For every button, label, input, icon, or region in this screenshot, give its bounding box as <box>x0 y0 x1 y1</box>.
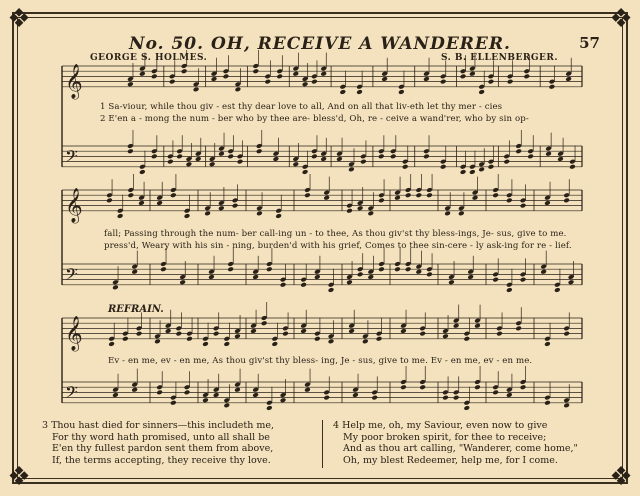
note-head <box>122 336 129 342</box>
note-head <box>300 328 307 334</box>
note-head <box>186 336 193 342</box>
note-head <box>112 285 119 291</box>
note-head <box>458 211 465 217</box>
hymn-title: No. 50. OH, RECEIVE A WANDERER. <box>129 34 511 54</box>
note-head <box>415 192 422 198</box>
note-head <box>209 161 216 167</box>
note-head <box>179 279 186 285</box>
composer-credit: S. B. ELLENBERGER. <box>440 53 558 63</box>
bass-clef-icon: 𝄢 <box>65 263 78 288</box>
note-head <box>112 392 119 398</box>
note-head <box>320 71 327 77</box>
note-head <box>527 154 534 160</box>
note-head <box>261 320 268 326</box>
note-head <box>492 192 499 198</box>
note-head <box>108 341 115 347</box>
note-head <box>520 277 527 283</box>
note-head <box>390 154 397 160</box>
note-head <box>402 164 409 170</box>
note-head <box>165 328 172 334</box>
note-head <box>320 156 327 162</box>
note-head <box>426 192 433 198</box>
note-head <box>339 89 346 95</box>
note-head <box>540 269 547 275</box>
bass-clef-icon: 𝄢 <box>65 145 78 170</box>
note-head <box>453 395 460 401</box>
note-head <box>378 198 385 204</box>
note-head <box>400 384 407 390</box>
note-head <box>323 395 330 401</box>
note-head <box>506 198 513 204</box>
note-head <box>381 76 388 82</box>
note-head <box>276 74 283 80</box>
note-head <box>507 79 514 85</box>
lyric-line: press'd, Weary with his sin - ning, burden'd with his grief, Comes to thee sin-cere - ly ask-ing for re - lief. <box>104 241 572 251</box>
note-head <box>271 341 278 347</box>
note-head <box>367 274 374 280</box>
note-head <box>472 195 479 201</box>
lyric-line: 2 E'en a - mong the num - ber who by thee are- bless'd, Oh, re - ceive a wand'rer, who by sin op- <box>100 114 529 124</box>
note-head <box>151 154 158 160</box>
note-head <box>448 279 455 285</box>
lyric-line: 1 Sa-viour, while thou giv - est thy dear love to all, And on all that liv-eth let thy mer - cies <box>100 102 503 112</box>
note-head <box>544 200 551 206</box>
note-head <box>376 336 383 342</box>
note-head <box>202 397 209 403</box>
note-head <box>346 279 353 285</box>
note-head <box>223 341 230 347</box>
note-head <box>563 198 570 204</box>
note-head <box>156 390 163 396</box>
note-head <box>208 274 215 280</box>
note-head <box>235 87 242 93</box>
note-head <box>275 213 282 219</box>
note-head <box>549 84 556 90</box>
note-head <box>348 167 355 173</box>
note-head <box>352 392 359 398</box>
note-head <box>423 76 430 82</box>
note-head <box>273 156 280 162</box>
note-head <box>302 169 309 175</box>
note-head <box>398 89 405 95</box>
note-head <box>328 287 335 293</box>
note-head <box>213 331 220 337</box>
lyricist-credit: GEORGE S. HOLMES. <box>90 53 208 63</box>
note-head <box>280 397 287 403</box>
note-head <box>169 79 176 85</box>
note-head <box>415 269 422 275</box>
verse-line: My poor broken spirit, for thee to receive; <box>343 431 547 443</box>
note-head <box>515 326 522 332</box>
treble-clef-icon: 𝄞 <box>65 315 83 351</box>
note-head <box>569 164 576 170</box>
note-head <box>520 203 527 209</box>
note-head <box>423 154 430 160</box>
note-head <box>419 331 426 337</box>
note-head <box>419 384 426 390</box>
note-head <box>256 211 263 217</box>
note-head <box>139 169 146 175</box>
verse-line: E'en thy fullest pardon sent them from above, <box>52 443 274 454</box>
note-head <box>232 203 239 209</box>
note-head <box>523 74 530 80</box>
note-head <box>136 331 143 337</box>
note-head <box>444 211 451 217</box>
note-head <box>463 405 470 411</box>
note-head <box>442 395 449 401</box>
note-head <box>515 148 522 154</box>
note-head <box>156 200 163 206</box>
note-head <box>469 71 476 77</box>
corner-ornament-icon: ❖ <box>609 4 633 34</box>
note-head <box>440 79 447 85</box>
note-head <box>184 390 191 396</box>
bass-clef-icon: 𝄢 <box>65 381 78 406</box>
note-head <box>442 333 449 339</box>
corner-ornament-icon: ❖ <box>7 4 31 34</box>
note-head <box>256 148 263 154</box>
note-head <box>440 164 447 170</box>
note-head <box>488 79 495 85</box>
note-head <box>176 154 183 160</box>
note-head <box>304 192 311 198</box>
note-head <box>127 81 134 87</box>
verse-line: 3 Thou hast died for sinners—this includeth me, <box>42 420 275 431</box>
note-head <box>252 274 259 280</box>
note-head <box>478 167 485 173</box>
note-head <box>170 192 177 198</box>
note-head <box>311 154 318 160</box>
note-head <box>492 390 499 396</box>
note-head <box>127 192 134 198</box>
note-head <box>463 336 470 342</box>
note-head <box>400 328 407 334</box>
note-head <box>127 148 134 154</box>
note-head <box>460 74 467 80</box>
note-head <box>357 272 364 278</box>
note-head <box>202 341 209 347</box>
page-number: 57 <box>579 34 600 52</box>
note-head <box>227 154 234 160</box>
note-head <box>367 211 374 217</box>
note-head <box>544 341 551 347</box>
note-head <box>563 403 570 409</box>
lyric-line: Ev - en me, ev - en me, As thou giv'st thy bless- ing, Je - sus, give to me. Ev - en me, ev - en me. <box>108 356 533 366</box>
verse-line: Oh, my blest Redeemer, help me, for I come. <box>343 454 558 466</box>
note-head <box>186 161 193 167</box>
note-head <box>492 277 499 283</box>
note-head <box>223 403 230 409</box>
note-head <box>195 156 202 162</box>
note-head <box>154 339 161 345</box>
verse-line: 4 Help me, oh, my Saviour, even now to give <box>333 420 548 431</box>
note-head <box>496 331 503 337</box>
note-head <box>184 213 191 219</box>
note-head <box>357 205 364 211</box>
note-head <box>503 159 510 165</box>
verse-line: If, the terms accepting, they receive thy love. <box>52 454 271 466</box>
note-head <box>405 266 412 272</box>
note-head <box>223 74 230 80</box>
note-head <box>467 274 474 280</box>
note-head <box>328 339 335 345</box>
corner-ornament-icon: ❖ <box>7 462 31 492</box>
note-head <box>250 328 257 334</box>
verse-divider <box>322 420 323 468</box>
note-head <box>193 87 200 93</box>
note-head <box>544 400 551 406</box>
note-head <box>474 323 481 329</box>
note-head <box>405 192 412 198</box>
note-head <box>160 266 167 272</box>
note-head <box>237 159 244 165</box>
note-head <box>469 169 476 175</box>
note-head <box>304 387 311 393</box>
note-head <box>378 266 385 272</box>
note-head <box>138 200 145 206</box>
note-head <box>554 287 561 293</box>
note-head <box>314 336 321 342</box>
note-head <box>302 81 309 87</box>
note-head <box>218 151 225 157</box>
lyric-line: fall; Passing through the num- ber call-ing un - to thee, As thou giv'st thy bless-ings, Je- sus, give to me. <box>104 229 567 239</box>
note-head <box>426 272 433 278</box>
note-head <box>545 151 552 157</box>
note-head <box>362 339 369 345</box>
note-head <box>211 76 218 82</box>
note-head <box>478 89 485 95</box>
note-head <box>314 274 321 280</box>
note-head <box>563 331 570 337</box>
note-head <box>557 156 564 162</box>
note-head <box>252 392 259 398</box>
note-head <box>170 400 177 406</box>
note-head <box>131 387 138 393</box>
note-head <box>348 328 355 334</box>
note-head <box>106 198 113 204</box>
note-head <box>453 323 460 329</box>
note-head <box>175 331 182 337</box>
note-head <box>371 395 378 401</box>
note-head <box>336 156 343 162</box>
note-head <box>460 169 467 175</box>
note-head <box>167 159 174 165</box>
note-head <box>117 213 124 219</box>
note-head <box>292 71 299 77</box>
note-head <box>394 195 401 201</box>
note-head <box>181 68 188 74</box>
note-head <box>253 68 260 74</box>
note-head <box>565 76 572 82</box>
note-head <box>131 269 138 275</box>
verse-3 <box>42 420 274 466</box>
note-head <box>300 282 307 288</box>
note-head <box>394 266 401 272</box>
note-head <box>356 89 363 95</box>
note-head <box>227 266 234 272</box>
treble-clef-icon: 𝄞 <box>65 63 83 99</box>
note-head <box>488 164 495 170</box>
note-head <box>311 79 318 85</box>
note-head <box>474 384 481 390</box>
note-head <box>520 384 527 390</box>
verse-line: For thy word hath promised, unto all shall be <box>52 431 270 443</box>
note-head <box>346 208 353 214</box>
note-head <box>139 71 146 77</box>
verse-line: And as thou art calling, "Wanderer, come home," <box>343 443 578 454</box>
note-head <box>323 195 330 201</box>
note-head <box>360 159 367 165</box>
note-head <box>151 74 158 80</box>
note-head <box>204 211 211 217</box>
note-head <box>292 161 299 167</box>
note-head <box>506 287 513 293</box>
note-head <box>234 387 241 393</box>
corner-ornament-icon: ❖ <box>609 462 633 492</box>
verse-4 <box>333 420 578 466</box>
note-head <box>266 405 273 411</box>
refrain-label: REFRAIN. <box>108 304 164 315</box>
note-head <box>218 205 225 211</box>
treble-clef-icon: 𝄞 <box>65 187 83 223</box>
note-head <box>213 392 220 398</box>
note-head <box>264 79 271 85</box>
note-head <box>568 279 575 285</box>
note-head <box>506 392 513 398</box>
note-head <box>282 331 289 337</box>
note-head <box>280 282 287 288</box>
note-head <box>378 154 385 160</box>
note-head <box>234 333 241 339</box>
note-head <box>266 266 273 272</box>
